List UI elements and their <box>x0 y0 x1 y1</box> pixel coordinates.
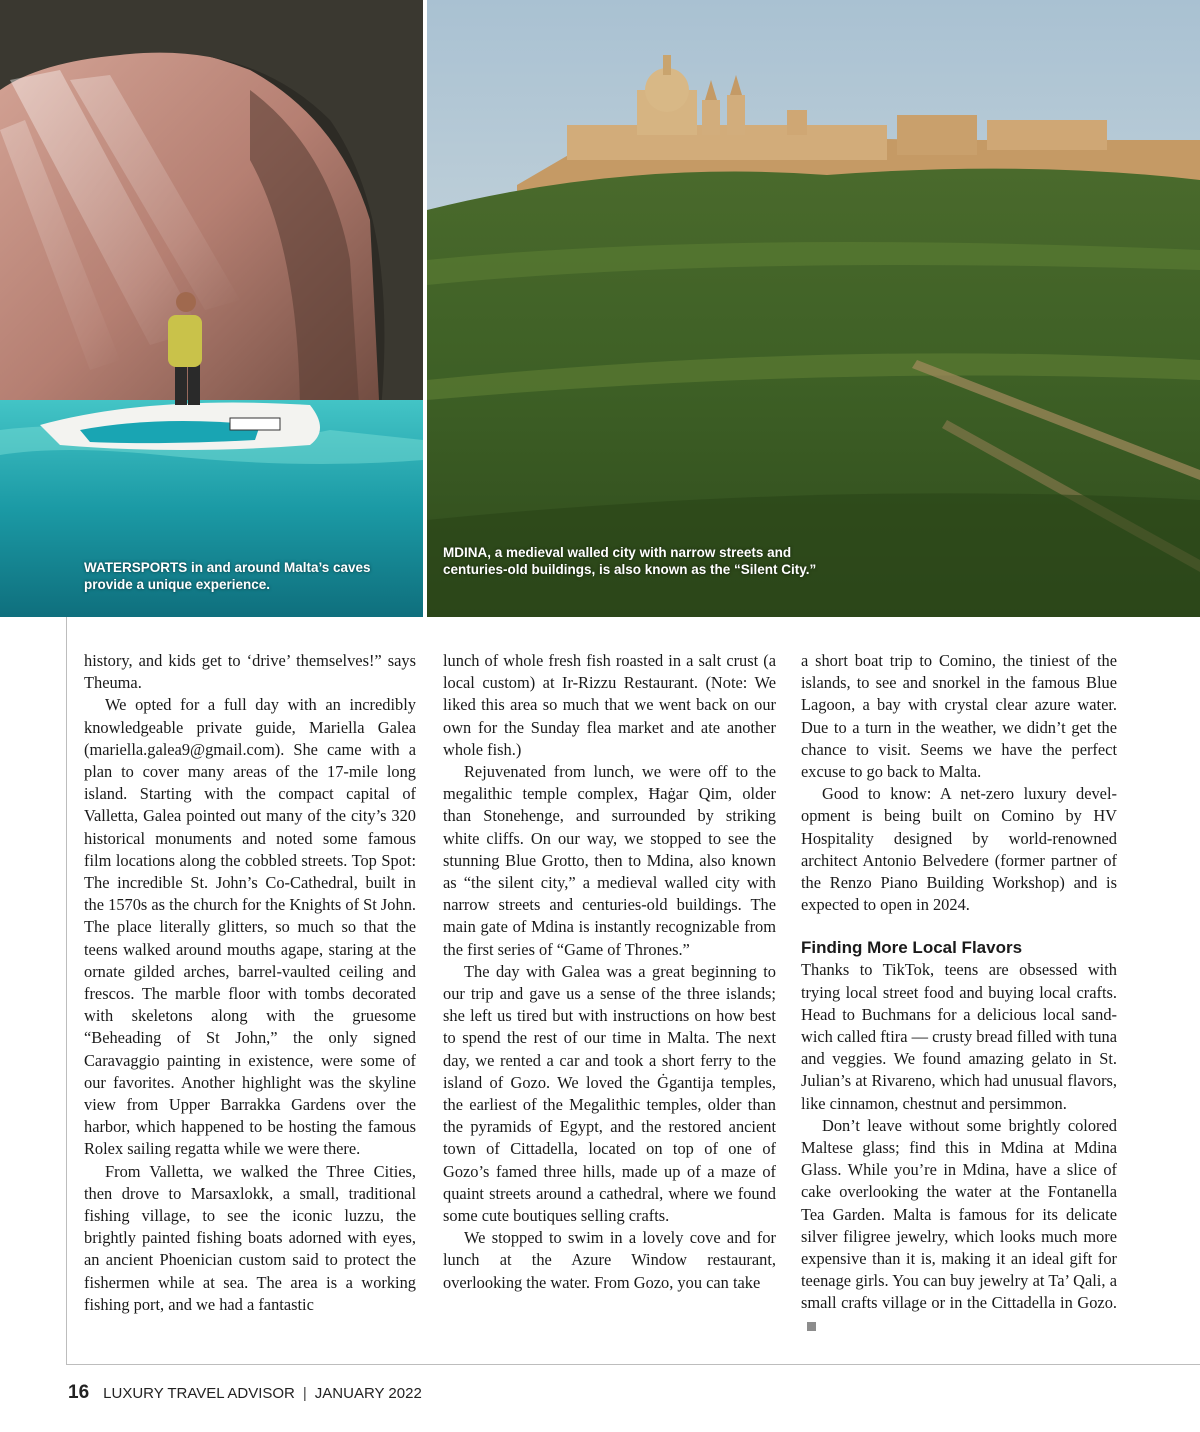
end-square-icon <box>807 1322 816 1331</box>
paragraph: a short boat trip to Comino, the tiniest of the islands, to see and snorkel in the famous Blue Lagoon, a bay with crystal clear azure water. Due to a turn in the weather, we didn’t get the chance to visit. Seems we have the perfect excuse to go back to Malta. <box>801 651 1117 782</box>
photo-caption-mdina: MDINA, a medieval walled city with narrow streets and centuries-old buildings, is also known as the “Silent City.” <box>443 545 817 577</box>
paragraph: We stopped to swim in a lovely cove and for lunch at the Azure Window restaurant, overlooking the water. From Gozo, you can take <box>443 1228 776 1292</box>
paragraph: Thanks to TikTok, teens are obsessed with trying local street food and buying local crafts. Head to Buchmans for a delicious local sandwich called ftira — crusty bread filled with tuna and veggies. We found amazing gelato in St. Julian’s at Rivareno, which had unusual flavors, like cinnamon, chestnut and persimmon. <box>801 960 1117 1113</box>
publication-name: LUXURY TRAVEL ADVISOR <box>103 1385 295 1402</box>
paragraph: From Valletta, we walked the Three Cities, then drove to Marsaxlokk, a small, traditional fishing village, to see the iconic luzzu, the brightly painted fishing boats adorned with eyes, an ancient Phoenician custom said to protect the fishermen while at sea. The area is a working fishing port, and we had a fantastic <box>84 1161 416 1314</box>
photo-caption-watersports: WATERSPORTS in and around Malta’s caves provide a unique experience. <box>84 560 371 592</box>
paragraph-final <box>801 1115 1117 1337</box>
text-column-1 <box>84 650 416 1316</box>
paragraph: Rejuvenated from lunch, we were off to the megalithic temple complex, Ħaġar Qim, older than Stonehenge, and surrounded by striking white cliffs. On our way, we stopped to see the stunning Blue Grotto, then to Mdina, also known as “the silent city,” a medieval walled city with narrow streets and centuries-old buildings. The main gate of Mdina is instantly recognizable from the first series of “Game of Thrones.” <box>443 762 776 959</box>
text-column-3 <box>801 650 1117 1337</box>
paragraph: history, and kids get to ‘drive’ themselves!” says Theuma. <box>84 651 416 693</box>
paragraph: Good to know: A net-zero luxury development is being built on Comino by HV Hospitality designed by world-renowned architect Antonio Belvedere (former partner of the Renzo Piano Building Workshop) and is expected to open in 2024. <box>801 784 1117 915</box>
cave-illustration <box>0 0 423 617</box>
paragraph: We opted for a full day with an incredibly knowledgeable private guide, Mariella Galea (mariella.galea9@gmail.com). She came with a plan to cover many areas of the 17-mile long island. Starting with the compact capital of Valletta, Galea pointed out many of the city’s 320 historical monuments and noted some famous film locations along the cobbled streets. Top Spot: The incredible St. John’s Co-Cathedral, built in the 1570s as the church for the Knights of St John. The place literally glitters, so much so that the teens walked around mouths agape, staring at the ornate gilded arches, barrel-vaulted ceiling and frescos. The marble floor with tombs decorated with skeletons along with the gruesome “Beheading of St John,” the only signed Caravaggio painting in existence, were some of our favorites. Another highlight was the skyline view from Upper Barrakka Gardens over the harbor, which happened to be hosting the famous Rolex sailing regatta while we were there. <box>84 695 416 1159</box>
footer-separator: | <box>302 1385 307 1402</box>
issue-date: JANUARY 2022 <box>314 1385 422 1402</box>
page-frame-bottom-rule <box>66 1364 1200 1365</box>
text-column-2 <box>443 650 776 1294</box>
paragraph: The day with Galea was a great beginning to our trip and gave us a sense of the three islands; she left us tired but with instructions on how best to spend the rest of our time in Malta. The next day, we rented a car and took a short ferry to the island of Gozo. We loved the Ġgantija temples, the earliest of the Megalithic temples, older than the pyramids of Egypt, and the restored ancient town of Cittadella, located on top of one of Gozo’s famed three hills, made up of a maze of quaint streets around a cathedral, where we found some cute boutiques selling crafts. <box>443 961 776 1226</box>
section-heading: Finding More Local Flavors <box>801 938 1023 958</box>
paragraph-final-text: Don’t leave without some brightly colored Maltese glass; find this in Mdina at Mdina Glass. While you’re in Mdina, have a slice of cake overlooking the water at the Fontanella Tea Garden. Malta is famous for its delicate silver filigree jewelry, which looks much more expensive than it is, making it an ideal gift for teenage girls. You can buy jewelry at Ta’ Qali, a small crafts village or in the Cittadella in Gozo. <box>801 1115 1117 1313</box>
photo-watersports-cave <box>0 0 423 617</box>
page-footer <box>68 1382 422 1404</box>
photo-mdina <box>427 0 1200 617</box>
page-frame-left-rule <box>66 617 67 1364</box>
paragraph: lunch of whole fresh fish roasted in a salt crust (a local custom) at Ir-Rizzu Restaurant. (Note: We liked this area so much that we went back on our own for the Sunday flea market and ate another whole fish.) <box>443 651 776 759</box>
page-number: 16 <box>68 1382 90 1403</box>
mdina-illustration <box>427 0 1200 617</box>
